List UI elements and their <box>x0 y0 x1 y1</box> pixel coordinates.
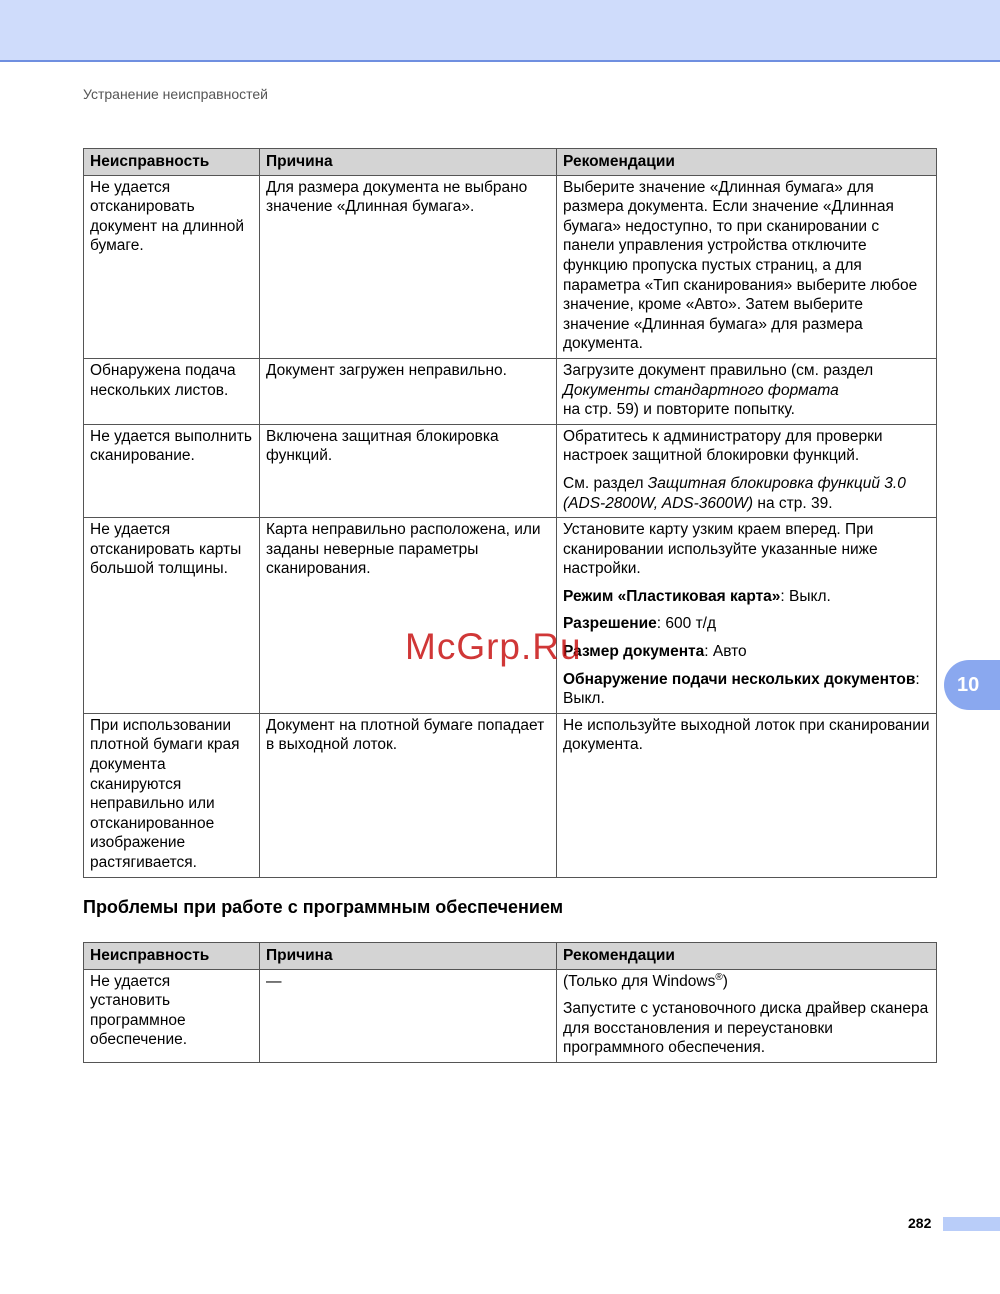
header-problem: Неисправность <box>84 943 260 970</box>
top-banner <box>0 0 1000 62</box>
recommendation-cell <box>557 518 937 714</box>
problem-cell: Не удается отсканировать документ на длинной бумаге. <box>84 175 260 358</box>
watermark: McGrp.Ru <box>405 626 582 667</box>
table-row <box>84 713 937 877</box>
table-row <box>84 358 937 424</box>
table-row <box>84 424 937 517</box>
software-troubleshooting-table <box>83 942 937 1063</box>
page-number-bar <box>943 1217 1000 1231</box>
cause-cell: Для размера документа не выбрано значение «Длинная бумага». <box>260 175 557 358</box>
header-recommendation: Рекомендации <box>557 149 937 176</box>
section-heading: Проблемы при работе с программным обеспечением <box>83 897 564 917</box>
problem-cell: При использовании плотной бумаги края документа сканируются неправильно или отсканированное изображение растягивается. <box>84 713 260 877</box>
setting-value: : 600 т/д <box>656 615 717 633</box>
setting-line <box>563 670 930 709</box>
problem-cell: Не удается выполнить сканирование. <box>84 424 260 517</box>
recommendation-cell <box>557 969 937 1062</box>
rec-paragraph <box>563 972 930 992</box>
cross-reference-link[interactable]: Защитная блокировка функций 3.0 (ADS-2800W, ADS-3600W) <box>563 474 906 512</box>
table-header-row <box>84 943 937 970</box>
rec-paragraph <box>563 474 930 513</box>
table-header-row <box>84 149 937 176</box>
setting-label: Размер документа <box>563 643 705 661</box>
header-cause: Причина <box>260 943 557 970</box>
rec-text: (Только для Windows <box>563 972 716 990</box>
cause-cell: Карта неправильно расположена, или заданы неверные параметры сканирования. <box>260 518 557 714</box>
table-row <box>84 175 937 358</box>
problem-cell: Не удается отсканировать карты большой толщины. <box>84 518 260 714</box>
header-cause: Причина <box>260 149 557 176</box>
rec-text: См. раздел <box>563 474 648 492</box>
page-number: 282 <box>908 1215 932 1231</box>
cause-cell: Включена защитная блокировка функций. <box>260 424 557 517</box>
setting-label: Обнаружение подачи нескольких документов <box>563 670 916 688</box>
recommendation-cell <box>557 358 937 424</box>
rec-paragraph: Установите карту узким краем вперед. При сканировании используйте указанные ниже настройки. <box>563 521 878 578</box>
table-row <box>84 518 937 714</box>
header-recommendation: Рекомендации <box>557 943 937 970</box>
recommendation-cell <box>557 424 937 517</box>
hardware-troubleshooting-table <box>83 148 937 878</box>
setting-line <box>563 642 930 662</box>
setting-value: : Авто <box>704 643 747 661</box>
table-row <box>84 969 937 1062</box>
rec-text: ) <box>722 972 728 990</box>
setting-label: Режим «Пластиковая карта» <box>563 587 781 605</box>
setting-label: Разрешение <box>563 615 657 633</box>
setting-line <box>563 587 930 607</box>
problem-cell: Обнаружена подача нескольких листов. <box>84 358 260 424</box>
chapter-tab[interactable]: 10 <box>944 660 1000 710</box>
setting-value: : Выкл. <box>780 587 831 605</box>
recommendation-cell: Не используйте выходной лоток при сканировании документа. <box>557 713 937 877</box>
running-head: Устранение неисправностей <box>83 86 268 102</box>
problem-cell: Не удается установить программное обеспечение. <box>84 969 260 1062</box>
setting-line <box>563 614 930 634</box>
header-problem: Неисправность <box>84 149 260 176</box>
cause-cell: Документ на плотной бумаге попадает в выходной лоток. <box>260 713 557 877</box>
recommendation-cell: Выберите значение «Длинная бумага» для размера документа. Если значение «Длинная бумага» недоступно, то при сканировании с панели управления устройства отключите функцию пропуска пустых страниц, а для параметра «Тип сканирования» выберите любое значение, кроме «Авто». Затем выберите значение «Длинная бумага» для размера документа. <box>557 175 937 358</box>
rec-text: на стр. 39. <box>753 494 833 512</box>
rec-text: Загрузите документ правильно (см. раздел <box>563 361 874 379</box>
cause-cell: — <box>260 969 557 1062</box>
cause-cell: Документ загружен неправильно. <box>260 358 557 424</box>
rec-paragraph: Обратитесь к администратору для проверки настроек защитной блокировки функций. <box>563 427 883 465</box>
rec-paragraph: Запустите с установочного диска драйвер сканера для восстановления и переустановки программного обеспечения. <box>563 1000 929 1057</box>
setting-value: : Выкл. <box>563 670 920 708</box>
registered-mark: ® <box>715 971 723 983</box>
cross-reference-link[interactable]: Документы стандартного формата <box>563 381 839 399</box>
rec-text: на стр. 59) и повторите попытку. <box>563 401 795 419</box>
